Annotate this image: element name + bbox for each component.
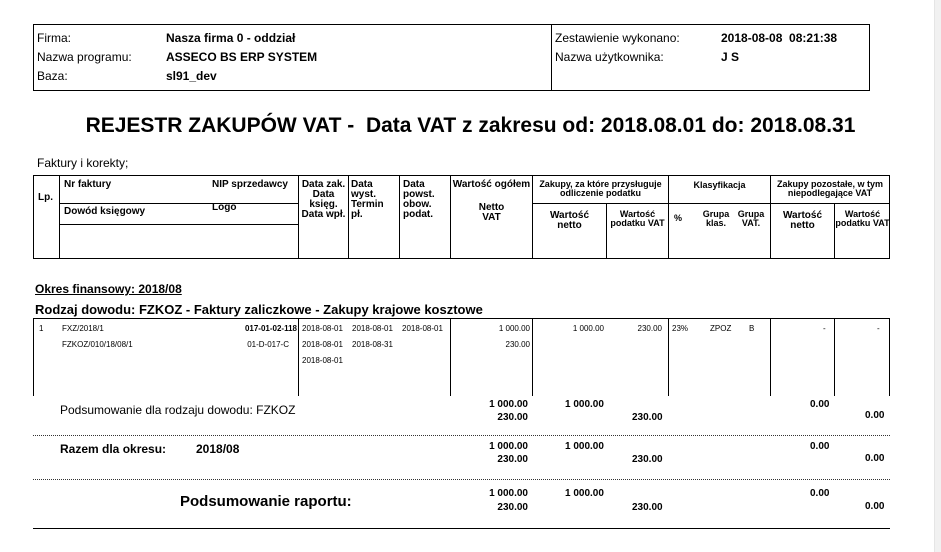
hdr-nip: NIP sprzedawcy (212, 179, 288, 190)
baza-value: sl91_dev (166, 69, 217, 83)
row-data-powst: 2018-08-01 (402, 324, 443, 333)
row-grupa-klas: ZPOZ (710, 324, 732, 333)
hdr-zakupy-odliczenie: Zakupy, za które przysługuje odliczenie podatku (539, 179, 662, 198)
hdr-wartosc-ogolem: Wartość ogółem (452, 179, 531, 190)
zestawienie-value: 2018-08-08 08:21:38 (721, 31, 838, 45)
summary-okres-poz-netto: 0.00 (810, 441, 830, 452)
summary-okres-value: 2018/08 (196, 442, 240, 456)
hdr-wartosc-netto-2: Wartość netto (782, 210, 823, 231)
summary-okres-wartosc-vat: 230.00 (632, 454, 663, 465)
summary-rodzaj-wartosc-vat: 230.00 (632, 412, 663, 423)
rodzaj-heading: Rodzaj dowodu: FZKOZ - Faktury zaliczkowe - Zakupy krajowe kosztowe (35, 302, 483, 317)
firma-value: Nasza firma 0 - oddział (166, 31, 296, 45)
row-nr-faktury: FXZ/2018/1 (62, 324, 104, 333)
hdr-data-powst: Data powst. obow. podat. (403, 179, 435, 220)
summary-raport-label: Podsumowanie raportu: (180, 493, 352, 510)
summary-okres-poz-vat: 0.00 (865, 453, 885, 464)
firma-label: Firma: (37, 31, 71, 45)
vertical-scrollbar[interactable] (934, 0, 941, 552)
summary-raport-vat: 230.00 (497, 502, 528, 513)
row-wartosc-vat: 230.00 (637, 324, 662, 333)
zestawienie-label: Zestawienie wykonano: (555, 31, 680, 45)
row-data-wpl: 2018-08-01 (302, 356, 343, 365)
hdr-netto: Netto (478, 202, 505, 213)
row-procent: 23% (672, 324, 689, 333)
summary-rodzaj-wartosc-netto: 1 000.00 (565, 399, 604, 410)
row-poz-vat: - (877, 324, 880, 333)
okres-heading: Okres finansowy: 2018/08 (35, 282, 182, 296)
summary-rodzaj-poz-vat: 0.00 (865, 410, 885, 421)
summary-okres-vat: 230.00 (497, 454, 528, 465)
hdr-grupa-vat: Grupa VAT. (737, 209, 765, 228)
row-nip: 017-01-02-118 (244, 324, 297, 333)
row-wartosc-netto: 1 000.00 (572, 324, 604, 333)
summary-raport-wartosc-netto: 1 000.00 (565, 488, 604, 499)
summary-okres-wartosc-netto: 1 000.00 (565, 441, 604, 452)
report-title: REJESTR ZAKUPÓW VAT - Data VAT z zakresu od: 2018.08.01 do: 2018.08.31 (85, 114, 856, 137)
row-data-zak: 2018-08-01 (302, 324, 343, 333)
summary-raport-poz-vat: 0.00 (865, 501, 885, 512)
hdr-wartosc-podatku-2: Wartość podatku VAT (835, 209, 890, 228)
summary-okres-label: Razem dla okresu: (60, 442, 167, 456)
hdr-klasyfikacja: Klasyfikacja (693, 180, 746, 190)
hdr-lp: Lp. (38, 192, 53, 203)
user-label: Nazwa użytkownika: (555, 50, 664, 64)
hdr-zakupy-pozostale: Zakupy pozostałe, w tym niepodlegające VAT (776, 179, 884, 198)
hdr-data-zak: Data zak. Data księg. Data wpł. (301, 179, 346, 220)
row-data-wyst: 2018-08-01 (352, 324, 393, 333)
row-grupa-vat: B (749, 324, 755, 333)
program-label: Nazwa programu: (37, 50, 132, 64)
hdr-procent: % (674, 213, 683, 223)
hdr-data-wyst: Data wyst. Termin pł. (351, 179, 384, 220)
summary-rodzaj-netto: 1 000.00 (489, 399, 528, 410)
summary-raport-poz-netto: 0.00 (810, 488, 830, 499)
hdr-logo: Logo (212, 202, 237, 213)
summary-okres-netto: 1 000.00 (489, 441, 528, 452)
row-vat: 230.00 (505, 340, 530, 349)
row-lp: 1 (39, 324, 44, 333)
row-termin: 2018-08-31 (352, 340, 393, 349)
subtitle: Faktury i korekty; (37, 156, 129, 170)
summary-rodzaj-poz-netto: 0.00 (810, 399, 830, 410)
summary-raport-wartosc-vat: 230.00 (632, 502, 663, 513)
summary-rodzaj-vat: 230.00 (497, 412, 528, 423)
summary-raport-netto: 1 000.00 (489, 488, 528, 499)
row-poz-netto: - (823, 324, 826, 333)
baza-label: Baza: (37, 69, 68, 83)
row-netto: 1 000.00 (498, 324, 530, 333)
row-dowod: FZKOZ/010/18/08/1 (62, 340, 133, 349)
hdr-vat: VAT (482, 212, 501, 223)
summary-rodzaj-label: Podsumowanie dla rodzaju dowodu: FZKOZ (60, 403, 296, 417)
hdr-wartosc-netto: Wartość netto (549, 210, 590, 231)
row-logo: 01-D-017-C (247, 340, 289, 349)
user-value: J S (721, 50, 740, 64)
row-data-ksieg: 2018-08-01 (302, 340, 343, 349)
hdr-dowod: Dowód księgowy (64, 206, 146, 217)
hdr-nr-faktury: Nr faktury (64, 179, 112, 190)
hdr-wartosc-podatku: Wartość podatku VAT (610, 209, 665, 228)
hdr-grupa-klas: Grupa klas. (702, 209, 730, 228)
program-value: ASSECO BS ERP SYSTEM (166, 50, 318, 64)
